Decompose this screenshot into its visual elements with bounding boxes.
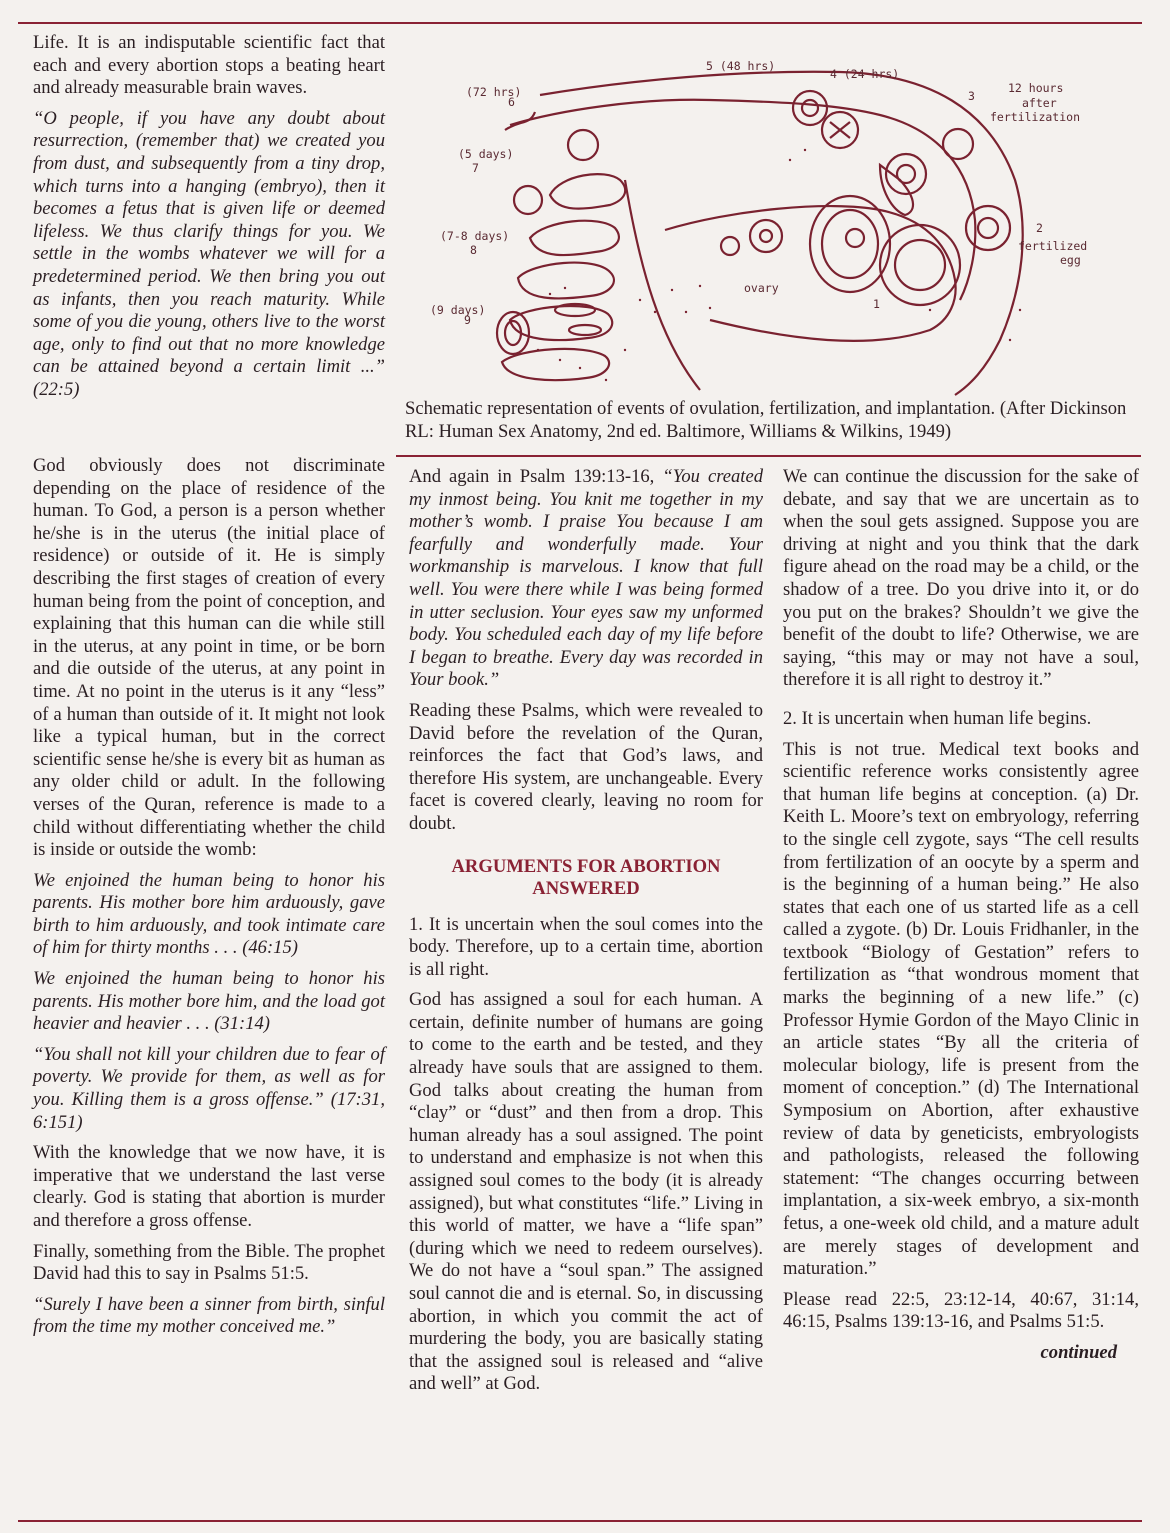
psalm-lead: And again in Psalm 139:13-16, [409, 466, 663, 487]
column-1-top [33, 32, 385, 410]
quran-quote: “You shall not kill your children due to fear of poverty. We provide for them, as well as for you. Killing them is a gross offense.” (17:31, 6:151) [33, 1043, 385, 1133]
label-ovary: ovary [744, 281, 779, 295]
bottom-rule [18, 1520, 1142, 1522]
label-stage-7: 7 [472, 161, 479, 175]
paragraph: Finally, something from the Bible. The prophet David had this to say in Psalms 51:5. [33, 1240, 385, 1285]
paragraph: We can continue the discussion for the sake of debate, and say that we are uncertain as to when the soul gets assigned. Suppose you are driving at night and you think that the dark figure ahead on the road may be a child, or the shadow of a tree. Do you drive into it, or do you put on the brakes? Shouldn’t we give the benefit of the doubt to life? Otherwise, we are saying, “this may or may not have a soul, therefore it is all right to destroy it.” [783, 466, 1139, 691]
label-5-days: (5 days) [458, 147, 514, 161]
label-stage-9: 9 [464, 313, 471, 327]
column-1-bottom [33, 455, 385, 1347]
label-egg: egg [1060, 253, 1081, 267]
quran-quote: We enjoined the human being to honor his parents. His mother bore him, and the load got heavier and heavier . . . (31:14) [33, 968, 385, 1035]
psalm-quote: “You created my inmost being. You knit me together in my mother’s womb. I praise You because I am fearfully and wonderfully made. Your workmanship is marvelous. I know that full well. You were there while I was being formed in utter seclusion. Your eyes saw my unformed body. You scheduled each day of my life before I began to breathe. Every day was recorded in Your book.” [409, 466, 764, 691]
heading-line-2: ANSWERED [532, 877, 640, 899]
paragraph: God has assigned a soul for each human. A certain, definite number of humans are going to come to the earth and be tested, and they already have souls that are assigned to them. God talks about creating the human from “clay” or “dust” and then from a drop. This human already has a soul assigned. The point to understand and emphasize is not when this assigned soul comes to the body (it is already assigned), but what constitutes “life.” Living in this world of matter, we have a “life span” (during which we need to redeem ourselves). We do not have a “soul span.” The assigned soul cannot die and is eternal. So, in discussing abortion, in which you commit the act of murdering the body, you are basically stating that the assigned soul is released and “alive and well” at God. [409, 989, 763, 1395]
label-stage-5: 5 (48 hrs) [706, 59, 776, 73]
column-2 [409, 466, 763, 1404]
label-stage-3: 3 [968, 89, 975, 103]
continued-label: continued [1040, 1341, 1117, 1363]
label-stage-8: 8 [470, 243, 477, 257]
paragraph: God obviously does not discriminate depending on the place of residence of the human. To God, a person is a person whether he/she is in the uterus (the initial place of residence) or outside of it. He is simply describing the first stages of creation of every human being from the point of conception, and explaining that this human can die while still in the uterus, at any point in time, or be born and die outside of the uterus, at any point in time. At no point in the uterus is it any “less” of a human than outside of it. It might not look like a typical human, but in the correct scientific sense he/she is every bit as human as any older child or adult. In the following verses of the Quran, reference is made to a child without differentiating whether the child is inside or outside the womb: [33, 455, 385, 861]
top-rule [18, 22, 1142, 24]
argument-2: 2. It is uncertain when human life begins. [783, 707, 1092, 729]
paragraph: Please read 22:5, 23:12-14, 40:67, 31:14, 46:15, Psalms 139:13-16, and Psalms 51:5. [783, 1288, 1139, 1333]
label-fertilization: fertilization [990, 110, 1081, 124]
label-stage-4: 4 (24 hrs) [830, 67, 900, 81]
label-stage-1: 1 [873, 297, 880, 311]
paragraph: With the knowledge that we now have, it is imperative that we understand the last verse clearly. God is stating that abortion is murder and therefore a gross offense. [33, 1142, 385, 1231]
bible-quote: “Surely I have been a sinner from birth, sinful from the time my mother conceived me.” [33, 1293, 385, 1338]
paragraph: Reading these Psalms, which were revealed to David before the revelation of the Quran, reinforces the fact that God’s laws, and therefore His system, are unchangeable. Every facet is covered clearly, leaving no room for doubt. [409, 699, 763, 834]
diagram-svg [410, 50, 1130, 400]
quran-quote: We enjoined the human being to honor his parents. His mother bore him arduously, gave birth to him arduously, and took intimate care of him for thirty months . . . (46:15) [33, 869, 385, 959]
column-3 [783, 466, 1139, 1365]
label-stage-2: 2 [1036, 221, 1043, 235]
label-72-hrs: (72 hrs) [466, 85, 522, 99]
caption-text: Schematic representation of events of ovulation, fertilization, and implantation. (After Dickinson RL: Human Sex Anatomy, 2nd ed. Baltimore, Williams & Wilkins, 1949) [405, 398, 1127, 442]
psalm-paragraph [409, 466, 763, 692]
heading-line-1: ARGUMENTS FOR ABORTION [451, 855, 721, 877]
section-heading [409, 856, 763, 900]
label-12-hours: 12 hours [1008, 81, 1064, 95]
ovulation-diagram [410, 50, 1130, 400]
label-stage-6: 6 [508, 95, 515, 109]
label-fertilized: fertilized [1018, 239, 1088, 253]
paragraph: Life. It is an indisputable scientific fact that each and every abortion stops a beating heart and already measurable brain waves. [33, 32, 385, 99]
figure-caption [405, 398, 1135, 443]
paragraph: This is not true. Medical text books and scientific reference works consistently agree that human life begins at conception. (a) Dr. Keith L. Moore’s text on embryology, referring to the single cell zygote, says “The cell results from fertilization of an oocyte by a sperm and is the beginning of a human being.” He also states that each one of us started life as a cell called a zygote. (b) Dr. Louis Fridhanler, in the textbook “Biology of Gestation” refers to fertilization as “that wondrous moment that marks the beginning of a new life.” (c) Professor Hymie Gordon of the Mayo Clinic in an article states “By all the criteria of molecular biology, life is present from the moment of conception.” (d) The International Symposium on Abortion, after exhaustive review of data by geneticists, embryologists and pathologists, released the following statement: “The changes occurring between implantation, a six-week embryo, a six-month fetus, a one-week old child, and a mature adult are merely stages of development and maturation.” [783, 738, 1139, 1280]
label-9-days: (9 days) [430, 303, 486, 317]
label-7-8-days: (7-8 days) [440, 229, 510, 243]
label-after: after [1022, 96, 1057, 110]
argument-1: 1. It is uncertain when the soul comes into the body. Therefore, up to a certain time, abortion is all right. [409, 913, 763, 980]
quran-quote: “O people, if you have any doubt about resurrection, (remember that) we created you from dust, and subsequently from a tiny drop, which turns into a hanging (embryo), then it becomes a fetus that is given life or deemed lifeless. We thus clarify things for you. We settle in the wombs whatever we will for a predetermined period. We then bring you out as infants, then you reach maturity. While some of you die young, others live to the worst age, only to find out that no more knowledge can be attained beyond a certain limit ...” (22:5) [33, 107, 385, 400]
middle-rule [396, 455, 1141, 457]
